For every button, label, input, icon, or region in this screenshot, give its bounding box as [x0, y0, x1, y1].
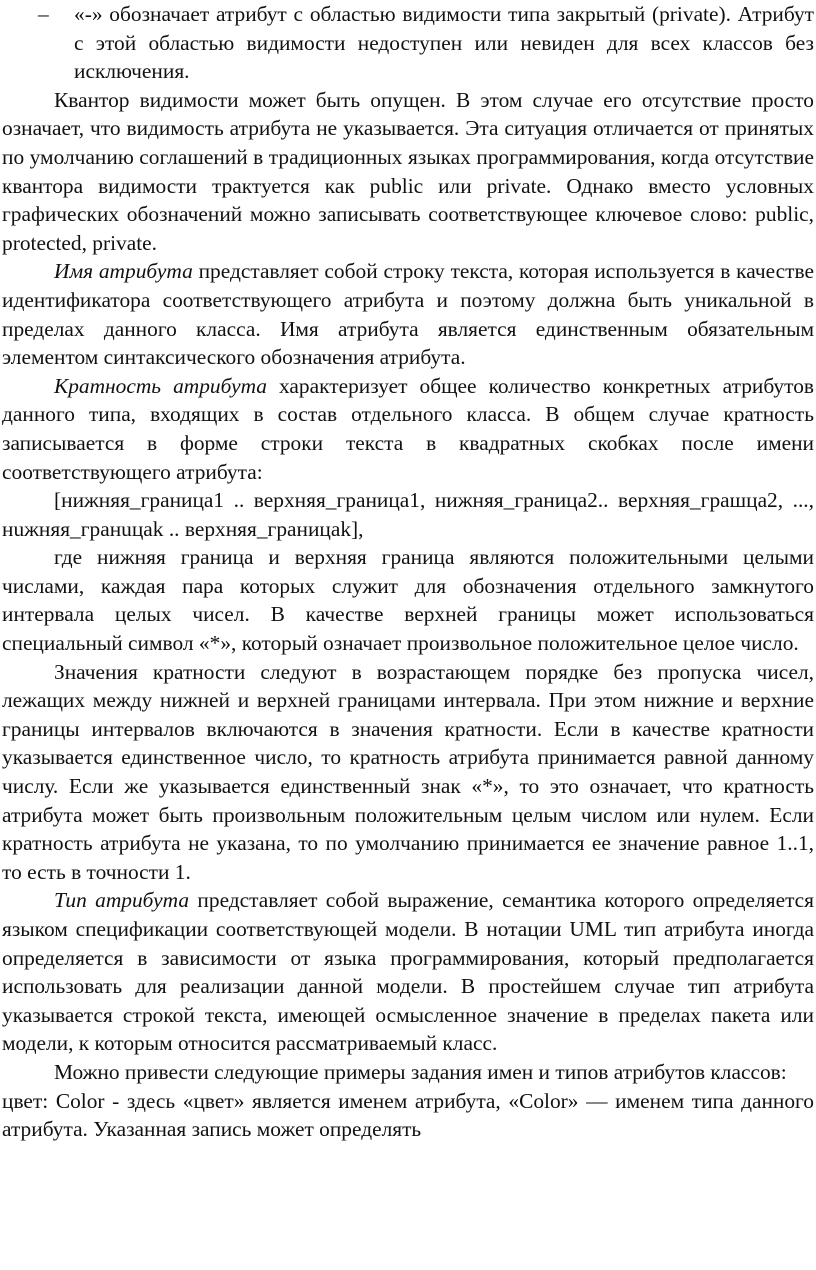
paragraph-visibility-quantifier: Квантор видимости может быть опущен. В этом случае его отсутствие просто означает, что видимость атрибута не указывается. Эта ситуация отличается от принятых по умолчанию соглашений в традиционных языках программирования, когда отсутствие квантора видимости трактуется как public или private. Однако вместо условных графических обозначений можно записывать соответствующее ключевое слово: public, protected, private.: [2, 87, 814, 255]
paragraph-bounds-description: где нижняя граница и верхняя граница являются положительными целыми числами, каждая пара которых служит для обозначения отдельного замкнутого интервала целых чисел. В качестве верхней границы может использоваться специальный символ «*», который означает произвольное положительное целое число.: [2, 545, 814, 656]
paragraph-multiplicity-values: Значения кратности следуют в возрастающем порядке без пропуска чисел, лежащих между нижней и верхней границами интервала. При этом нижние и верхние границы интервалов включаются в значения кратности. Если в качестве кратности указывается единственное число, то кратность атрибута принимается равной данному числу. Если же указывается единственный знак «*», то это означает, что кратность атрибута может быть произвольным положительным целым числом или нулем. Если кратность атрибута не указана, то по умолчанию принимается ее значение равное 1..1, то есть в точности 1.: [2, 659, 814, 884]
paragraph-attribute-multiplicity-text: характеризует общее количество конкретных атрибутов данного типа, входящих в состав отдельного класса. В общем случае кратность записывается в форме строки текста в квадратных скобках после имени соответствующего атрибута:: [2, 373, 814, 484]
bullet-dash: –: [38, 2, 49, 26]
paragraph-multiplicity-syntax: [нижняя_граница1 .. верхняя_граница1, нижняя_граница2.. верхняя_грашца2, ..., нuжняя_гранuцаk .. верхняя_границаk],: [2, 488, 814, 541]
term-attribute-name: Имя атрибута: [54, 259, 193, 284]
paragraph-attribute-type: [2, 886, 814, 1058]
term-attribute-multiplicity: Кратность атрибута: [54, 373, 267, 398]
paragraph-examples-intro: Можно привести следующие примеры задания имен и типов атрибутов классов:: [54, 1059, 787, 1084]
paragraph-attribute-name-text: представляет собой строку текста, которая используется в качестве идентификатора соответствующего атрибута и поэтому должна быть уникальной в пределах данного класса. Имя атрибута является единственным обязательным элементом синтаксического обозначения атрибута.: [2, 259, 814, 370]
paragraph-attribute-multiplicity: [2, 372, 814, 486]
paragraph-attribute-type-text: представляет собой выражение, семантика которого определяется языком спецификации соответствующей модели. В нотации UML тип атрибута иногда определяется в зависимости от языка программирования, который предполагается использовать для реализации данной модели. В простейшем случае тип атрибута указывается строкой текста, имеющей осмысленное значение в пределах пакета или модели, к которым относится рассматриваемый класс.: [2, 888, 815, 1056]
bullet-text: «-» обозначает атрибут с областью видимости типа закрытый (private). Атрибут с этой областью видимости недоступен или невиден для всех классов без исключения.: [74, 2, 814, 84]
paragraph-attribute-name: [2, 257, 814, 371]
term-attribute-type: Тип атрибута: [54, 888, 190, 913]
bullet-private-visibility: [2, 0, 814, 86]
paragraph-example-color: цвет: Color - здесь «цвет» является именем атрибута, «Color» — именем типа данного атрибута. Указанная запись может определять: [2, 1088, 814, 1142]
